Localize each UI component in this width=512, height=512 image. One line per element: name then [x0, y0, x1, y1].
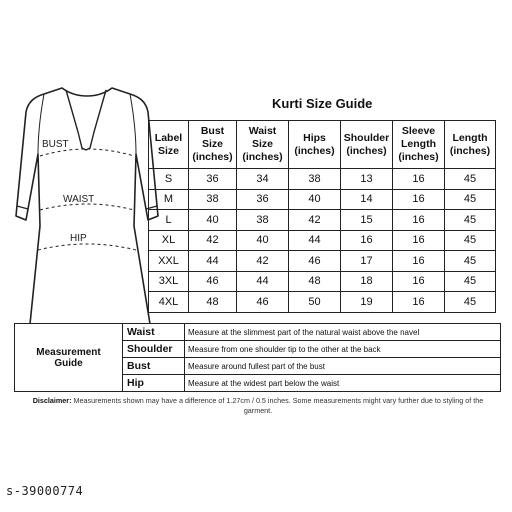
- table-cell: 16: [393, 210, 445, 231]
- table-cell: 16: [393, 169, 445, 190]
- table-cell: 16: [393, 271, 445, 292]
- table-cell: S: [149, 169, 189, 190]
- waist-label: WAIST: [63, 194, 95, 205]
- size-table: [148, 120, 496, 313]
- table-cell: 45: [445, 210, 496, 231]
- header-length: Length (inches): [445, 121, 496, 169]
- table-cell: 16: [393, 189, 445, 210]
- guide-key: Bust: [123, 358, 185, 375]
- table-cell: 38: [189, 189, 237, 210]
- header-label-size: Label Size: [149, 121, 189, 169]
- kurti-diagram: [0, 84, 160, 324]
- table-cell: 42: [189, 230, 237, 251]
- guide-key: Hip: [123, 375, 185, 392]
- table-cell: 18: [341, 271, 393, 292]
- table-cell: 38: [289, 169, 341, 190]
- table-cell: 40: [289, 189, 341, 210]
- table-cell: 45: [445, 292, 496, 313]
- guide-row-waist: [15, 324, 501, 341]
- table-row: [149, 271, 496, 292]
- table-cell: 34: [237, 169, 289, 190]
- table-cell: 16: [393, 230, 445, 251]
- table-cell: XXL: [149, 251, 189, 272]
- table-cell: 36: [189, 169, 237, 190]
- guide-key: Waist: [123, 324, 185, 341]
- hip-label: HIP: [70, 233, 87, 244]
- table-cell: 14: [341, 189, 393, 210]
- measurement-guide-heading: Measurement Guide: [15, 324, 123, 392]
- table-cell: 4XL: [149, 292, 189, 313]
- product-id-watermark: s-39000774: [6, 484, 84, 498]
- table-cell: 40: [189, 210, 237, 231]
- table-cell: 3XL: [149, 271, 189, 292]
- table-cell: 48: [289, 271, 341, 292]
- table-cell: M: [149, 189, 189, 210]
- bust-label: BUST: [42, 139, 69, 150]
- table-cell: L: [149, 210, 189, 231]
- table-cell: 16: [393, 251, 445, 272]
- table-cell: 45: [445, 230, 496, 251]
- table-cell: 42: [289, 210, 341, 231]
- table-cell: 44: [237, 271, 289, 292]
- table-cell: 48: [189, 292, 237, 313]
- table-row: [149, 230, 496, 251]
- header-hips: Hips (inches): [289, 121, 341, 169]
- table-cell: 44: [189, 251, 237, 272]
- kurti-outline: [16, 88, 158, 324]
- table-row: [149, 169, 496, 190]
- guide-desc: Measure around fullest part of the bust: [185, 358, 501, 375]
- table-cell: 46: [289, 251, 341, 272]
- table-cell: 45: [445, 271, 496, 292]
- table-cell: 46: [237, 292, 289, 313]
- table-cell: 42: [237, 251, 289, 272]
- table-cell: 38: [237, 210, 289, 231]
- table-cell: 15: [341, 210, 393, 231]
- table-cell: 36: [237, 189, 289, 210]
- table-cell: 45: [445, 251, 496, 272]
- table-row: [149, 251, 496, 272]
- table-row: [149, 189, 496, 210]
- table-cell: 50: [289, 292, 341, 313]
- disclaimer: [18, 396, 498, 416]
- header-bust-size: Bust Size (inches): [189, 121, 237, 169]
- table-cell: 44: [289, 230, 341, 251]
- table-cell: 19: [341, 292, 393, 313]
- table-cell: 40: [237, 230, 289, 251]
- table-cell: 16: [341, 230, 393, 251]
- table-cell: XL: [149, 230, 189, 251]
- table-cell: 45: [445, 169, 496, 190]
- table-cell: 45: [445, 189, 496, 210]
- measurement-guide-table: [14, 323, 501, 392]
- table-row: [149, 210, 496, 231]
- table-cell: 17: [341, 251, 393, 272]
- disclaimer-label: Disclaimer:: [32, 396, 72, 405]
- header-shoulder: Shoulder (inches): [341, 121, 393, 169]
- header-waist-size: Waist Size (inches): [237, 121, 289, 169]
- table-cell: 16: [393, 292, 445, 313]
- size-table-header-row: [149, 121, 496, 169]
- size-guide-title: Kurti Size Guide: [272, 96, 373, 111]
- guide-desc: Measure from one shoulder tip to the other at the back: [185, 341, 501, 358]
- header-sleeve-length: Sleeve Length (inches): [393, 121, 445, 169]
- table-row: [149, 292, 496, 313]
- guide-key: Shoulder: [123, 341, 185, 358]
- guide-desc: Measure at the widest part below the waist: [185, 375, 501, 392]
- guide-desc: Measure at the slimmest part of the natural waist above the navel: [185, 324, 501, 341]
- disclaimer-text: Measurements shown may have a difference of 1.27cm / 0.5 inches. Some measurements might vary further due to styling of the garment.: [73, 396, 484, 415]
- table-cell: 13: [341, 169, 393, 190]
- table-cell: 46: [189, 271, 237, 292]
